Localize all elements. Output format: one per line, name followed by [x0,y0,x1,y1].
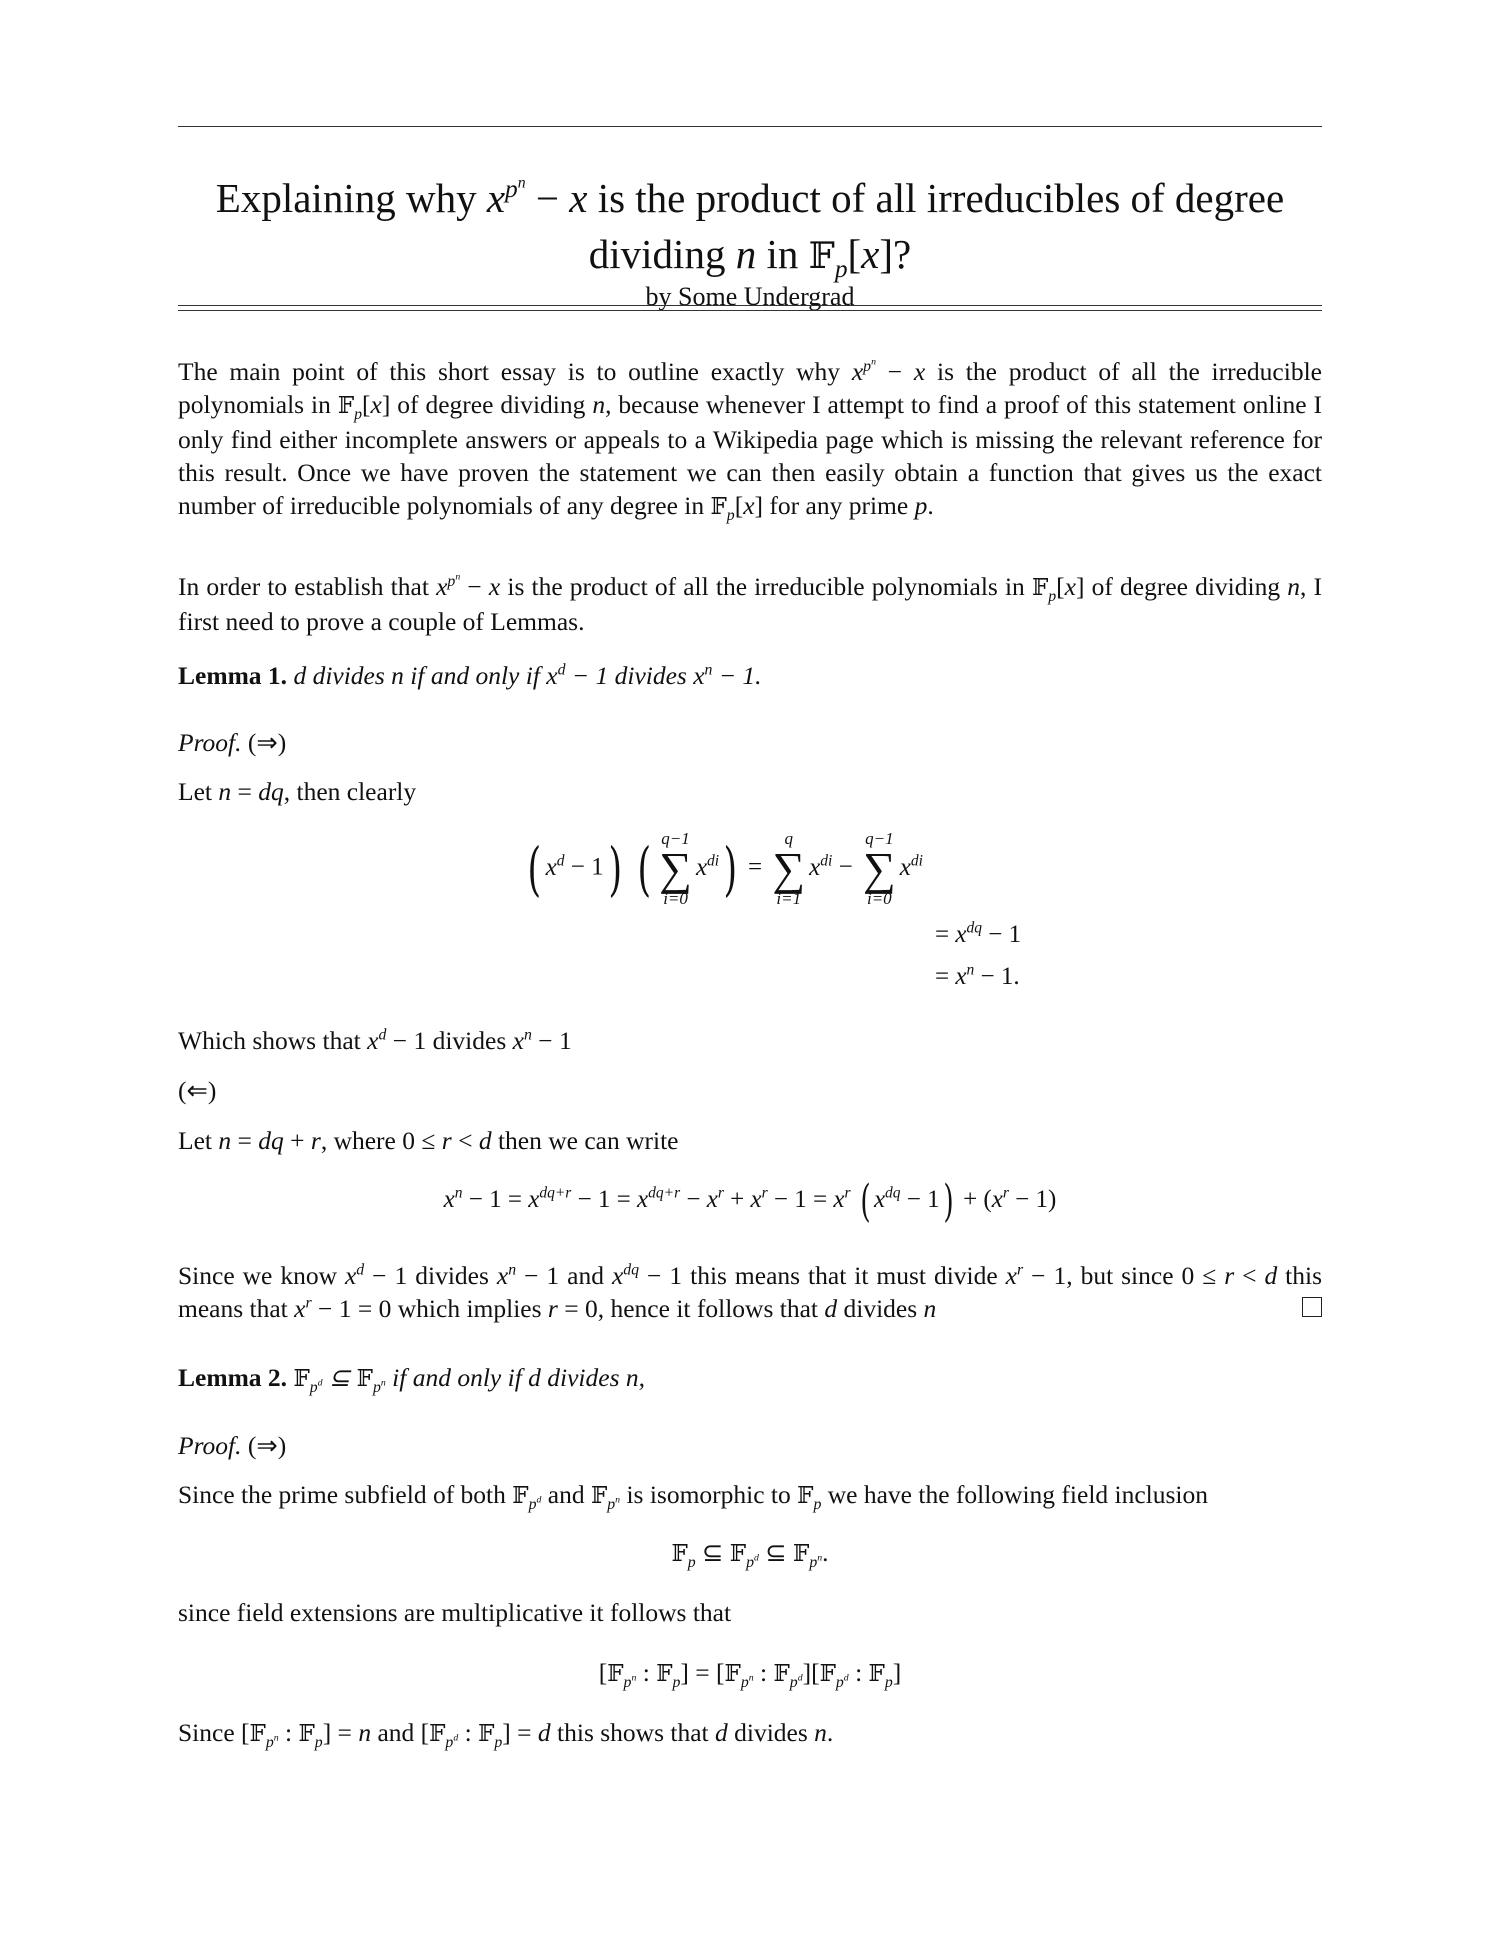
intro-paragraph-1: The main point of this short essay is to outline exactly why $x^{p^n} - x$ is the product of all the irreducible polynomials in 𝔽$_p$[x] of degree dividing n, because whenever I attempt to find a proof of this statement online I only find either incomplete answers or appeals to a Wikipedia page which is missing the relevant reference for this result. Once we have proven the statement we can then easily obtain a function that gives us the exact number of irreducible polynomials of any degree in 𝔽$_p$[x] for any prime p. [178,356,1322,525]
lemma-1-heading: Lemma 1. [178,661,288,690]
equation-decomposition: $x^n - 1 = x^{dq+r} - 1 = x^{dq+r} - x^r + x^r - 1 = x^r$ ( $x^{dq} - 1) + (x^r - 1)$ [443,1176,1057,1227]
proof-1-let: Let n = dq, then clearly [178,777,417,806]
lemma-1: Lemma 1. d divides n if and only if $x^d - 1$ divides $x^n - 1$. [178,661,762,690]
proof-1-shows: Which shows that $x^d - 1$ divides $x^n - 1$ [178,1026,572,1055]
proof-2-mult: since field extensions are multiplicative it follows that [178,1598,732,1627]
equation-field-inclusion: 𝔽$_p$ ⊆ 𝔽$_{p^d}$ ⊆ 𝔽$_{p^n}$. [671,1538,829,1572]
title-double-rule [178,305,1322,311]
proof-1-let2: Let n = dq + r, where 0 ≤ r < d then we can write [178,1126,679,1155]
qed-square-icon [1302,1297,1322,1317]
intro-paragraph-2: In order to establish that $x^{p^n} - x$ is the product of all the irreducible polynomials in 𝔽$_p$[x] of degree dividing n, I first need to prove a couple of Lemmas. [178,571,1323,636]
proof-1-conclusion: Since we know $x^d - 1$ divides $x^n - 1$ and $x^{dq} - 1$ this means that it must divide $x^r - 1$, but since 0 ≤ r < d this means that $x^r - 1 = 0$ which implies r = 0, hence it follows that d divides n [178,1261,1323,1323]
title-block [178,170,1322,312]
proof-1-backward: (⇐) [178,1076,217,1105]
equation-geometric-sum: ( $x^d - 1$) ( q−1 ∑ i=0 $x^{di}$) = q ∑ i=1 $x^{di}$ − q−1 ∑ i=0 $x^{di}$ = $x^{dq} - 1$ = $x^n - 1$. [527,829,1022,990]
author-line: by Some Undergrad [645,282,855,311]
proof-2-label: Proof. (⇒) [178,1431,287,1460]
lemma-2: Lemma 2. 𝔽$_{p^d}$ ⊆ 𝔽$_{p^n}$ if and only if d divides n, [178,1363,646,1397]
proof-1-label: Proof. (⇒) [178,728,287,757]
proof-2-prime: Since the prime subfield of both 𝔽$_{p^d}$ and 𝔽$_{p^n}$ is isomorphic to 𝔽$_p$ we have the following field inclusion [178,1480,1209,1514]
paper-title: Explaining why $x^{p^n} - x$ is the product of all irreducibles of degree dividing n in 𝔽$_p$[x]? [215,174,1285,284]
lemma-2-heading: Lemma 2. [178,1363,288,1392]
equation-tower-law: [𝔽$_{p^n}$ : 𝔽$_p$] = [𝔽$_{p^n}$ : 𝔽$_{p^d}$][𝔽$_{p^d}$ : 𝔽$_p$] [598,1658,902,1692]
top-rule [178,126,1322,127]
proof-2-final: Since [𝔽$_{p^n}$ : 𝔽$_p$] = n and [𝔽$_{p^d}$ : 𝔽$_p$] = d this shows that d divides n. [178,1718,834,1752]
